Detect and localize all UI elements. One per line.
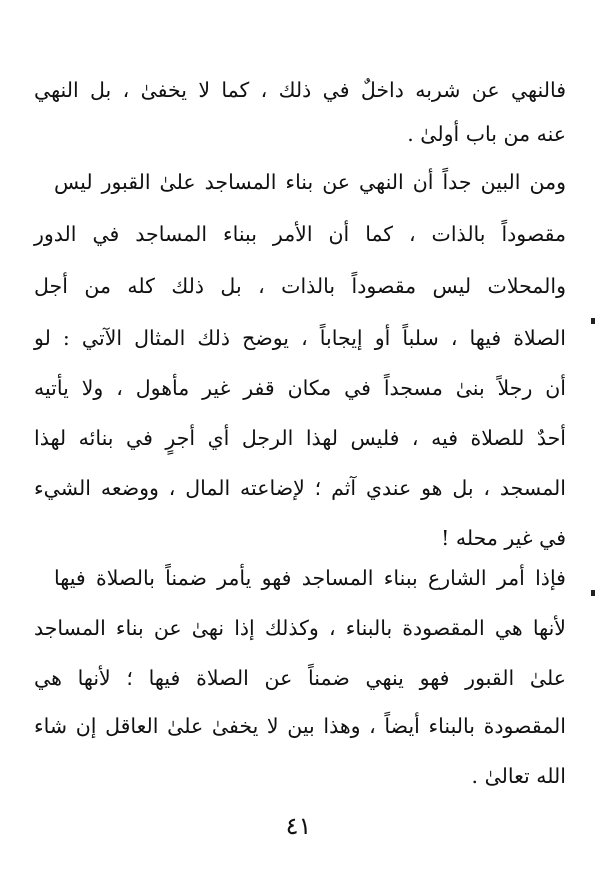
page-number: ٤١ bbox=[285, 812, 312, 840]
text-line: والمحلات ليس مقصوداً بالذات ، بل ذلك كله من أجل bbox=[34, 274, 566, 298]
text-line: أحدٌ للصلاة فيه ، فليس لهذا الرجل أي أجرٍ في بنائه لهذا bbox=[34, 426, 566, 450]
text-line: فإذا أمر الشارع ببناء المساجد فهو يأمر ضمناً بالصلاة فيها bbox=[54, 566, 566, 590]
text-line: لأنها هي المقصودة بالبناء ، وكذلك إذا نهىٰ عن بناء المساجد bbox=[34, 616, 566, 640]
margin-mark bbox=[591, 318, 595, 324]
text-line: ومن البين جداً أن النهي عن بناء المساجد علىٰ القبور ليس bbox=[54, 170, 566, 194]
text-line: عنه من باب أولىٰ . bbox=[407, 122, 566, 146]
text-line: فالنهي عن شربه داخلٌ في ذلك ، كما لا يخفىٰ ، بل النهي bbox=[34, 78, 566, 102]
text-line: الله تعالىٰ . bbox=[471, 764, 566, 788]
text-line: في غير محله ! bbox=[441, 526, 566, 550]
text-line: مقصوداً بالذات ، كما أن الأمر ببناء المساجد في الدور bbox=[34, 222, 566, 246]
text-line: علىٰ القبور فهو ينهي ضمناً عن الصلاة فيها ؛ لأنها هي bbox=[34, 666, 566, 690]
text-line: الصلاة فيها ، سلباً أو إيجاباً ، يوضح ذلك المثال الآتي : لو bbox=[34, 326, 566, 350]
text-line: أن رجلاً بنىٰ مسجداً في مكان قفر غير مأهول ، ولا يأتيه bbox=[34, 376, 566, 400]
text-line: المسجد ، بل هو عندي آثم ؛ لإضاعته المال ، ووضعه الشيء bbox=[34, 476, 566, 500]
margin-mark bbox=[591, 590, 595, 596]
text-line: المقصودة بالبناء أيضاً ، وهذا بين لا يخفىٰ علىٰ العاقل إن شاء bbox=[34, 714, 566, 738]
